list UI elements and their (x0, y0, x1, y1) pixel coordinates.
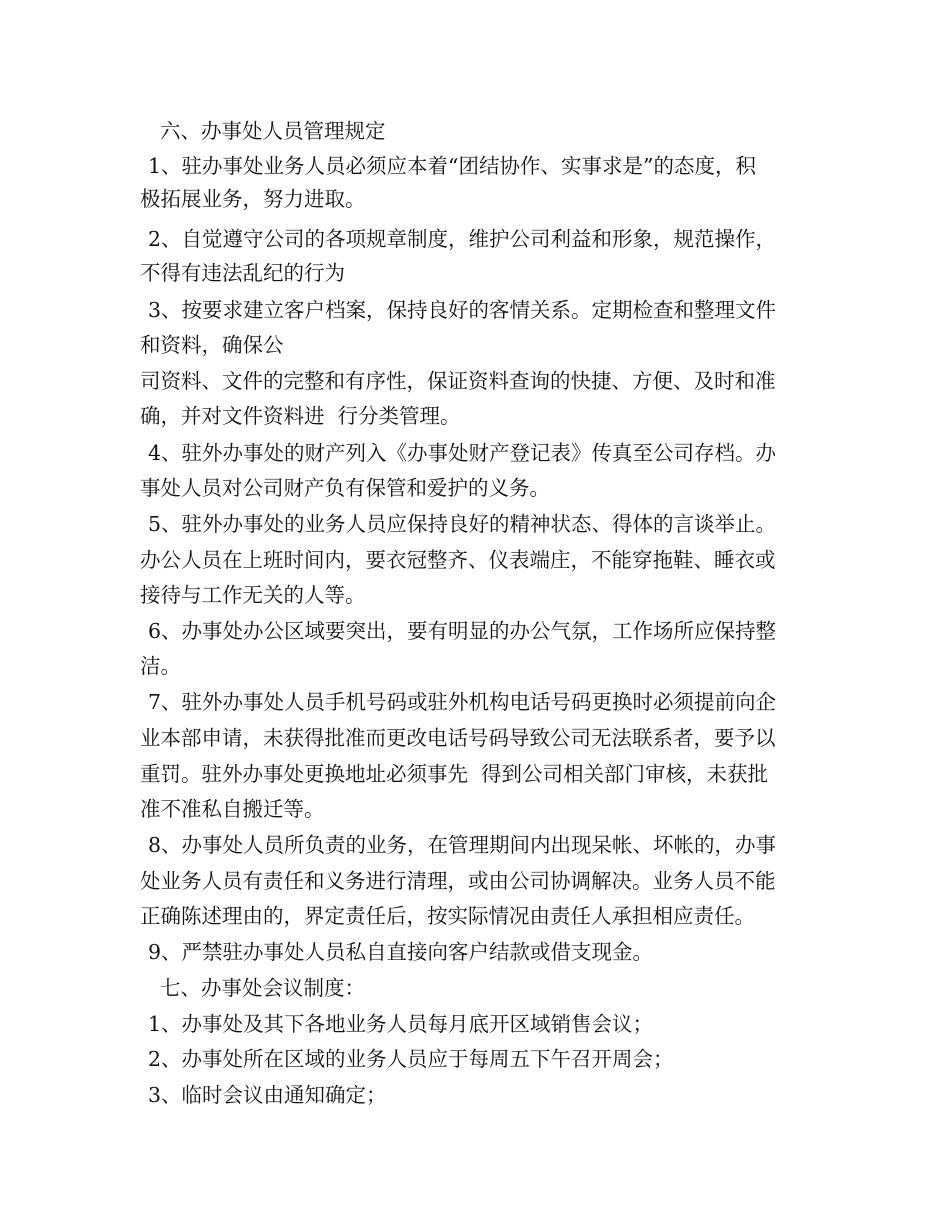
rule-7-line-4: 准不准私自搬迁等。 (140, 797, 325, 821)
meeting-rule-2: 2、办事处所在区域的业务人员应于每周五下午召开周会； (148, 1047, 674, 1071)
rule-5-line-3: 接待与工作无关的人等。 (140, 583, 366, 607)
rule-2-line-1: 2、自觉遵守公司的各项规章制度，维护公司利益和形象，规范操作， (148, 227, 777, 251)
rule-6-line-2: 洁。 (140, 654, 181, 678)
rule-8-line-3: 正确陈述理由的，界定责任后，按实际情况由责任人承担相应责任。 (140, 904, 755, 928)
rule-9-line-1: 9、严禁驻办事处人员私自直接向客户结款或借支现金。 (148, 940, 654, 964)
rule-7-line-3: 重罚。驻外办事处更换地址必须事先 得到公司相关部门审核，未获批 (140, 762, 769, 786)
rule-3-line-2: 和资料，确保公 (140, 333, 284, 357)
rule-1-line-1: 1、驻办事处业务人员必须应本着“团结协作、实事求是”的态度，积 (148, 154, 757, 178)
meeting-rule-1: 1、办事处及其下各地业务人员每月底开区域销售会议； (148, 1012, 654, 1036)
rule-3-line-3: 司资料、文件的完整和有序性，保证资料查询的快捷、方便、及时和准 (140, 369, 776, 393)
rule-6-line-1: 6、办事处办公区域要突出，要有明显的办公气氛，工作场所应保持整 (148, 619, 777, 643)
rule-8-line-1: 8、办事处人员所负责的业务，在管理期间内出现呆帐、坏帐的，办事 (148, 833, 777, 857)
rule-4-line-2: 事处人员对公司财产负有保管和爱护的义务。 (140, 476, 550, 500)
section-heading-meeting-system: 七、办事处会议制度： (160, 976, 365, 1000)
rule-4-line-1: 4、驻外办事处的财产列入《办事处财产登记表》传真至公司存档。办 (148, 441, 777, 465)
rule-8-line-2: 处业务人员有责任和义务进行清理，或由公司协调解决。业务人员不能 (140, 869, 776, 893)
rule-3-line-1: 3、按要求建立客户档案，保持良好的客情关系。定期检查和整理文件 (148, 298, 777, 322)
rule-2-line-2: 不得有违法乱纪的行为 (140, 261, 345, 285)
rule-5-line-1: 5、驻外办事处的业务人员应保持良好的精神状态、得体的言谈举止。 (148, 512, 777, 536)
meeting-rule-3: 3、临时会议由通知确定； (148, 1083, 387, 1107)
rule-3-line-4: 确，并对文件资料进 行分类管理。 (140, 404, 461, 428)
rule-7-line-2: 业本部申请，未获得批准而更改电话号码导致公司无法联系者，要予以 (140, 726, 776, 750)
rule-1-line-2: 极拓展业务，努力进取。 (140, 187, 366, 211)
rule-7-line-1: 7、驻外办事处人员手机号码或驻外机构电话号码更换时必须提前向企 (148, 690, 777, 714)
section-heading-personnel-management: 六、办事处人员管理规定 (160, 119, 386, 143)
rule-5-line-2: 办公人员在上班时间内，要衣冠整齐、仪表端庄，不能穿拖鞋、睡衣或 (140, 548, 776, 572)
